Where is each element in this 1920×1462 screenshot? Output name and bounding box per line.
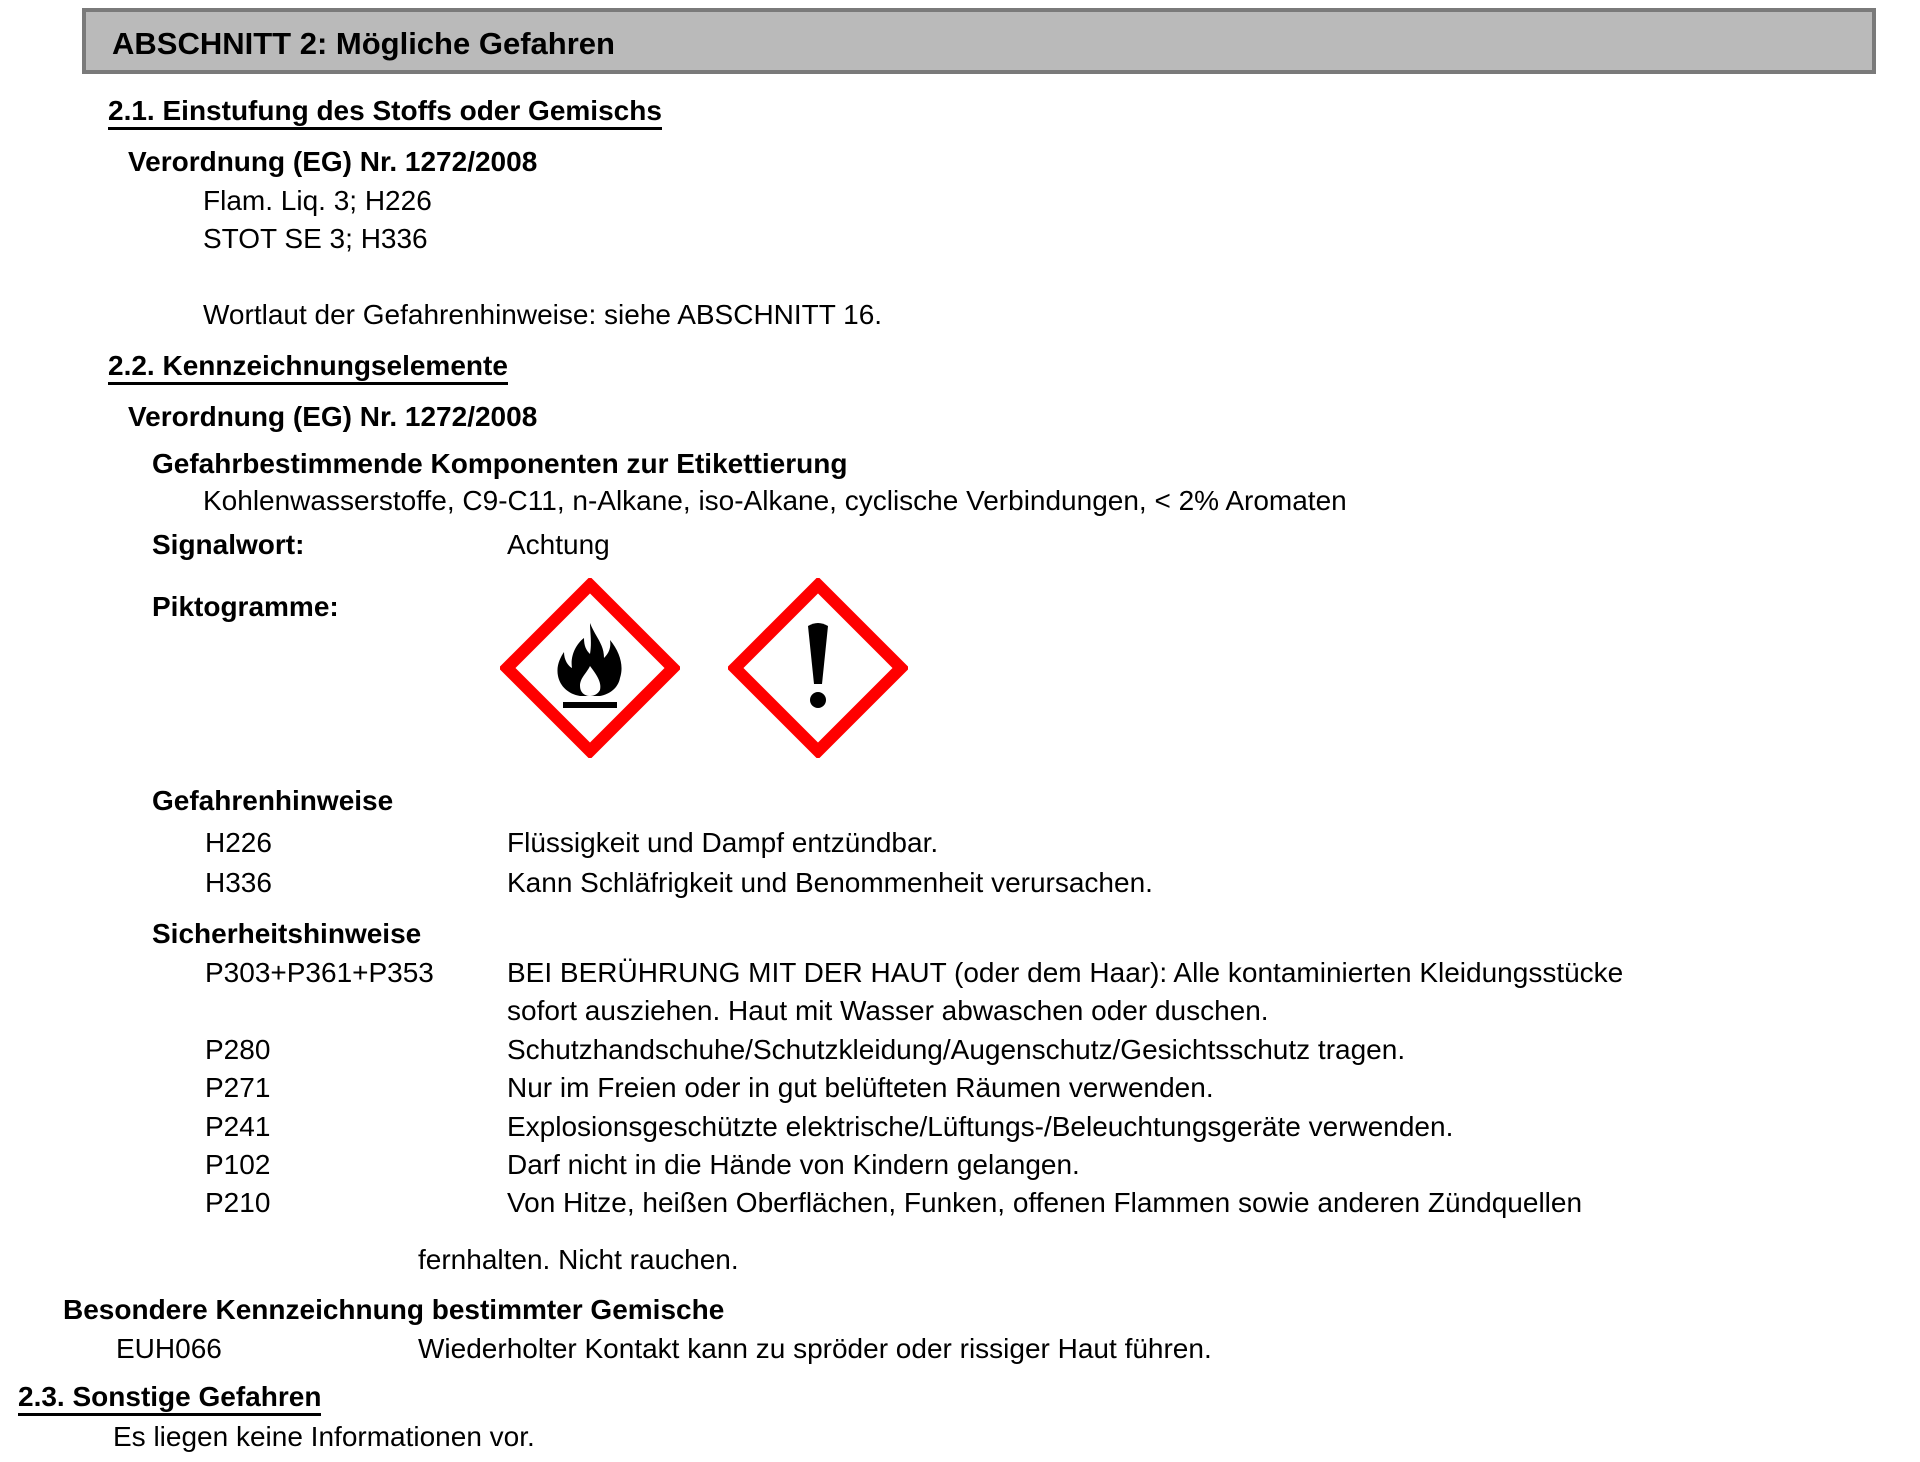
- components-label: Gefahrbestimmende Komponenten zur Etikettierung: [152, 448, 848, 479]
- hazard-code: H226: [205, 827, 272, 858]
- hazard-statements-label: Gefahrenhinweise: [152, 785, 394, 816]
- classification-1: Flam. Liq. 3; H226: [203, 185, 432, 216]
- euh-code: EUH066: [116, 1333, 222, 1364]
- precaution-text: Darf nicht in die Hände von Kindern gelangen.: [507, 1149, 1080, 1180]
- precaution-code: P241: [205, 1111, 271, 1142]
- precautionary-statements-label: Sicherheitshinweise: [152, 918, 422, 949]
- euh-text: Wiederholter Kontakt kann zu spröder oder rissiger Haut führen.: [418, 1333, 1212, 1364]
- precaution-text: Nur im Freien oder in gut belüfteten Räumen verwenden.: [507, 1072, 1214, 1103]
- section-header: [82, 8, 1876, 74]
- precaution-code: P210: [205, 1187, 271, 1218]
- signal-word-value: Achtung: [507, 529, 610, 560]
- heading-2-1: 2.1. Einstufung des Stoffs oder Gemischs: [108, 97, 662, 130]
- regulation-label: Verordnung (EG) Nr. 1272/2008: [128, 146, 538, 177]
- exclamation-icon: [728, 578, 908, 758]
- heading-2-3: 2.3. Sonstige Gefahren: [18, 1383, 321, 1416]
- signal-word-label: Signalwort:: [152, 529, 305, 560]
- precaution-code: P303+P361+P353: [205, 957, 434, 988]
- precaution-code: P280: [205, 1034, 271, 1065]
- heading-2-2: 2.2. Kennzeichnungselemente: [108, 352, 508, 385]
- other-hazards-text: Es liegen keine Informationen vor.: [113, 1421, 535, 1452]
- hazard-text: Flüssigkeit und Dampf entzündbar.: [507, 827, 939, 858]
- hazard-code: H336: [205, 867, 272, 898]
- precaution-code: P271: [205, 1072, 271, 1103]
- flame-icon: [500, 578, 680, 758]
- precaution-text: Explosionsgeschützte elektrische/Lüftungs-/Beleuchtungsgeräte verwenden.: [507, 1111, 1454, 1142]
- components-value: Kohlenwasserstoffe, C9-C11, n-Alkane, iso-Alkane, cyclische Verbindungen, < 2% Aromaten: [203, 485, 1347, 516]
- precaution-text: Von Hitze, heißen Oberflächen, Funken, offenen Flammen sowie anderen Zündquellen: [507, 1187, 1583, 1218]
- precaution-text: Schutzhandschuhe/Schutzkleidung/Augenschutz/Gesichtsschutz tragen.: [507, 1034, 1406, 1065]
- precaution-text: BEI BERÜHRUNG MIT DER HAUT (oder dem Haar): Alle kontaminierten Kleidungsstücke: [507, 957, 1624, 988]
- precaution-text-continued: sofort ausziehen. Haut mit Wasser abwaschen oder duschen.: [507, 995, 1269, 1026]
- regulation-label-2: Verordnung (EG) Nr. 1272/2008: [128, 401, 538, 432]
- hazard-text: Kann Schläfrigkeit und Benommenheit verursachen.: [507, 867, 1153, 898]
- special-labelling-label: Besondere Kennzeichnung bestimmter Gemische: [63, 1294, 725, 1325]
- classification-note: Wortlaut der Gefahrenhinweise: siehe ABSCHNITT 16.: [203, 299, 883, 330]
- classification-2: STOT SE 3; H336: [203, 223, 428, 254]
- pictograms-label: Piktogramme:: [152, 591, 339, 622]
- precaution-code: P102: [205, 1149, 271, 1180]
- precaution-text-continued: fernhalten. Nicht rauchen.: [418, 1244, 739, 1275]
- section-title: ABSCHNITT 2: Mögliche Gefahren: [112, 26, 615, 61]
